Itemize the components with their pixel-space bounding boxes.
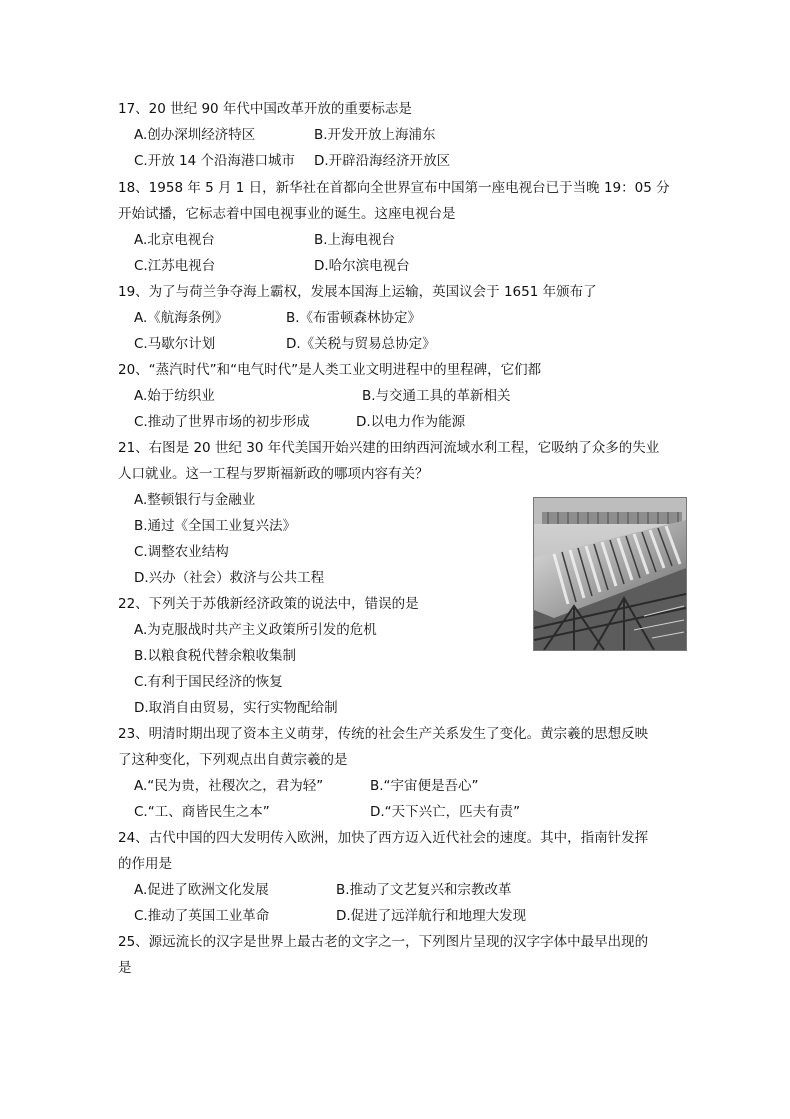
question-20-option-b: B.与交通工具的革新相关 (362, 388, 511, 404)
tva-dam-photo (533, 497, 687, 651)
question-22-option-d: D.取消自由贸易，实行实物配给制 (134, 700, 338, 716)
question-19-stem: 19、为了与荷兰争夺海上霸权，发展本国海上运输，英国议会于 1651 年颁布了 (118, 284, 597, 300)
question-18-option-d: D.哈尔滨电视台 (314, 258, 410, 274)
question-17-stem: 17、20 世纪 90 年代中国改革开放的重要标志是 (118, 101, 412, 117)
question-21-option-d: D.兴办（社会）救济与公共工程 (134, 570, 325, 586)
question-21-option-c: C.调整农业结构 (134, 544, 229, 560)
question-19-option-a: A.《航海条例》 (134, 310, 229, 326)
question-19-option-d: D.《关税与贸易总协定》 (286, 336, 436, 352)
question-20-option-c: C.推动了世界市场的初步形成 (134, 414, 310, 430)
question-18-option-c: C.江苏电视台 (134, 258, 216, 274)
question-23-option-c: C.“工、商皆民生之本” (134, 804, 270, 820)
question-25-stem-line-2: 是 (118, 960, 132, 976)
question-25-stem-line-1: 25、源远流长的汉字是世界上最古老的文字之一，下列图片呈现的汉字字体中最早出现的 (118, 934, 649, 950)
question-23-option-d: D.“天下兴亡，匹夫有责” (370, 804, 521, 820)
question-18-stem-line-1: 18、1958 年 5 月 1 日，新华社在首都向全世界宣布中国第一座电视台已于当晚 19：05 分 (118, 180, 670, 196)
question-24-stem-line-1: 24、古代中国的四大发明传入欧洲，加快了西方迈入近代社会的速度。其中，指南针发挥 (118, 830, 649, 846)
question-21-stem-line-2: 人口就业。这一工程与罗斯福新政的哪项内容有关？ (118, 466, 429, 482)
question-17-option-b: B.开发开放上海浦东 (314, 127, 436, 143)
question-24-option-a: A.促进了欧洲文化发展 (134, 882, 269, 898)
question-18-option-a: A.北京电视台 (134, 232, 215, 248)
question-20-stem: 20、“蒸汽时代”和“电气时代”是人类工业文明进程中的里程碑，它们都 (118, 362, 542, 378)
question-17-option-a: A.创办深圳经济特区 (134, 127, 256, 143)
question-21-option-a: A.整顿银行与金融业 (134, 492, 256, 508)
question-24-option-c: C.推动了英国工业革命 (134, 908, 270, 924)
question-22-option-a: A.为克服战时共产主义政策所引发的危机 (134, 622, 377, 638)
question-18-stem-line-2: 开始试播，它标志着中国电视事业的诞生。这座电视台是 (118, 206, 456, 222)
question-23-option-a: A.“民为贵，社稷次之，君为轻” (134, 778, 324, 794)
question-18-option-b: B.上海电视台 (314, 232, 396, 248)
question-24-option-d: D.促进了远洋航行和地理大发现 (336, 908, 527, 924)
question-19-option-b: B.《布雷顿森林协定》 (286, 310, 422, 326)
question-23-stem-line-2: 了这种变化，下列观点出自黄宗羲的是 (118, 752, 348, 768)
question-17-option-c: C.开放 14 个沿海港口城市 (134, 153, 295, 169)
question-19-option-c: C.马歇尔计划 (134, 336, 216, 352)
question-17-option-d: D.开辟沿海经济开放区 (314, 153, 451, 169)
question-21-stem-line-1: 21、右图是 20 世纪 30 年代美国开始兴建的田纳西河流域水利工程，它吸纳了众多的失业 (118, 440, 660, 456)
question-24-stem-line-2: 的作用是 (118, 856, 172, 872)
question-20-option-a: A.始于纺织业 (134, 388, 215, 404)
question-24-option-b: B.推动了文艺复兴和宗教改革 (336, 882, 512, 898)
question-20-option-d: D.以电力作为能源 (356, 414, 466, 430)
question-22-option-b: B.以粮食税代替余粮收集制 (134, 648, 297, 664)
question-23-stem-line-1: 23、明清时期出现了资本主义萌芽，传统的社会生产关系发生了变化。黄宗羲的思想反映 (118, 726, 649, 742)
question-23-option-b: B.“宇宙便是吾心” (370, 778, 479, 794)
question-22-stem: 22、下列关于苏俄新经济政策的说法中，错误的是 (118, 596, 419, 612)
question-21-option-b: B.通过《全国工业复兴法》 (134, 518, 297, 534)
question-22-option-c: C.有利于国民经济的恢复 (134, 674, 283, 690)
